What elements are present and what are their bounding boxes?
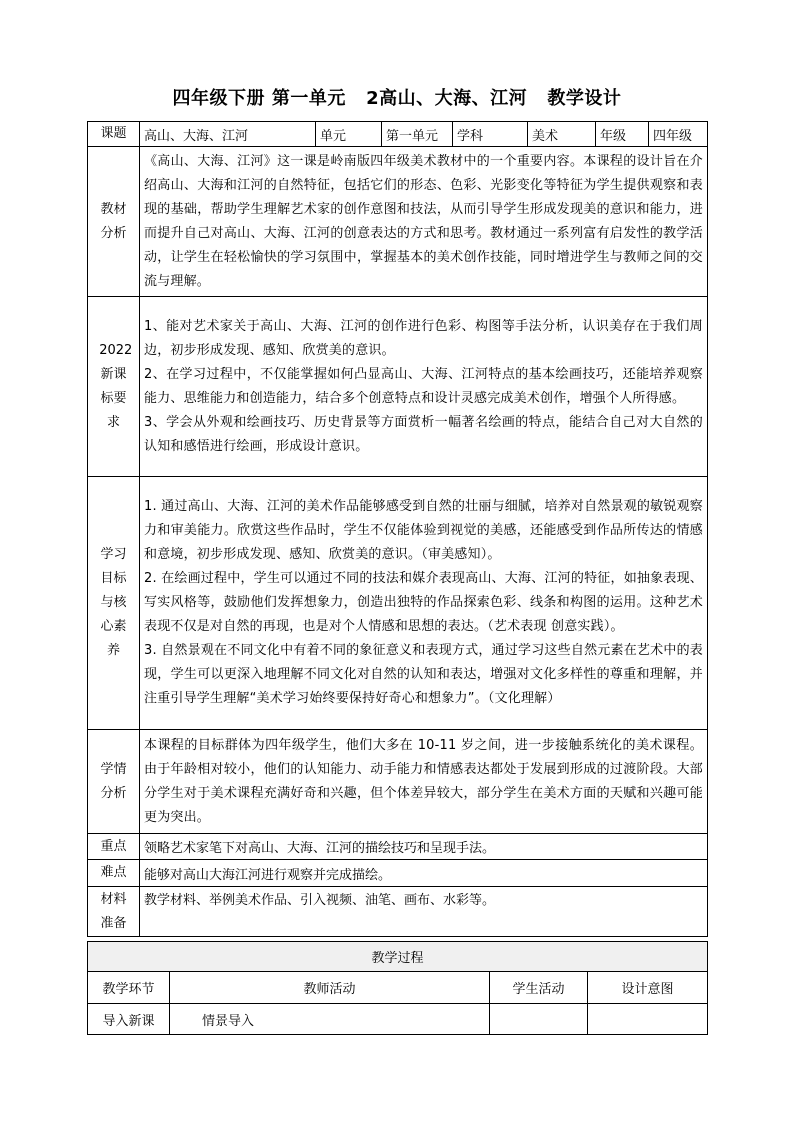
row-intent [588,1004,708,1035]
process-table [87,941,708,1035]
col-teacher: 教师活动 [170,972,490,1004]
material-label: 教材分析 [88,147,140,297]
standard-label: 2022新课标要求 [88,297,140,477]
col-intent: 设计意图 [588,972,708,1004]
page-title: 四年级下册 第一单元 2高山、大海、江河 教学设计 [172,88,622,109]
row-student [490,1004,588,1035]
standard-item: 1、能对艺术家关于高山、大海、江河的创作进行色彩、构图等手法分析，认识美存在于我们周边，初步形成发现、感知、欣赏美的意识。 [144,318,703,358]
col-student: 学生活动 [490,972,588,1004]
grade-label: 年级 [596,122,649,147]
learners-row [88,730,708,834]
info-row [88,122,708,147]
row-stage: 导入新课 [88,1004,170,1035]
prep-text: 教学材料、举例美术作品、引入视频、油笔、画布、水彩等。 [140,887,708,937]
prep-row [88,887,708,937]
topic-label: 课题 [88,122,140,147]
learners-text: 本课程的目标群体为四年级学生，他们大多在 10-11 岁之间，进一步接触系统化的美术课程。由于年龄相对较小，他们的认知能力、动手能力和情感表达都处于发展到形成的过渡阶段。大部分学生对于美术课程充满好奇和兴趣，但个体差异较大，部分学生在美术方面的天赋和兴趣可能更为突出。 [140,730,708,834]
material-row [88,147,708,297]
key-text: 领略艺术家笔下对高山、大海、江河的描绘技巧和呈现手法。 [140,834,708,860]
goals-text [140,477,708,730]
table-row [88,1004,708,1035]
learners-label: 学情分析 [88,730,140,834]
subject-label: 学科 [453,122,528,147]
grade-value: 四年级 [649,122,708,147]
standard-row [88,297,708,477]
key-row [88,834,708,860]
difficulty-label: 难点 [88,860,140,887]
process-heading-row [88,942,708,972]
row-teacher: 情景导入 [170,1004,490,1035]
key-label: 重点 [88,834,140,860]
standard-item: 2、在学习过程中，不仅能掌握如何凸显高山、大海、江河特点的基本绘画技巧，还能培养观察能力、思维能力和创造能力，结合多个创意特点和设计灵感完成美术创作，增强个人所得感。 [144,366,703,406]
standard-item: 3、学会从外观和绘画技巧、历史背景等方面赏析一幅著名绘画的特点，能结合自己对大自然的认知和感悟进行绘画，形成设计意识。 [144,414,703,454]
topic-value: 高山、大海、江河 [140,122,316,147]
difficulty-row [88,860,708,887]
material-text: 《高山、大海、江河》这一课是岭南版四年级美术教材中的一个重要内容。本课程的设计旨在介绍高山、大海和江河的自然特征，包括它们的形态、色彩、光影变化等特征为学生提供观察和表现的基础，帮助学生理解艺术家的创作意图和技法，从而引导学生形成发现美的意识和能力，进而提升自己对高山、大海、江河的创意表达的方式和思考。教材通过一系列富有启发性的教学活动，让学生在轻松愉快的学习氛围中，掌握基本的美术创作技能，同时增进学生与教师之间的交流与理解。 [140,147,708,297]
standard-text [140,297,708,477]
process-heading: 教学过程 [88,942,708,972]
prep-label: 材料准备 [88,887,140,937]
goals-label: 学习目标与核心素养 [88,477,140,730]
goal-item: 3. 自然景观在不同文化中有着不同的象征意义和表现方式，通过学习这些自然元素在艺术中的表现，学生可以更深入地理解不同文化对自然的认知和表达，增强对文化多样性的尊重和理解，并注重引导学生理解“美术学习始终要保持好奇心和想象力”。（文化理解） [144,643,703,706]
unit-label: 单元 [316,122,382,147]
goals-row [88,477,708,730]
lesson-info-table [87,121,708,937]
goal-item: 1. 通过高山、大海、江河的美术作品能够感受到自然的壮丽与细腻，培养对自然景观的敏锐观察力和审美能力。欣赏这些作品时，学生不仅能体验到视觉的美感，还能感受到作品所传达的情感和意境，初步形成发现、感知、欣赏美的意识。（审美感知）。 [144,499,703,562]
subject-value: 美术 [528,122,596,147]
goal-item: 2. 在绘画过程中，学生可以通过不同的技法和媒介表现高山、大海、江河的特征，如抽象表现、写实风格等，鼓励他们发挥想象力，创造出独特的作品探索色彩、线条和构图的运用。这种艺术表现不仅是对自然的再现，也是对个人情感和思想的表达。（艺术表现 创意实践）。 [144,571,703,634]
col-stage: 教学环节 [88,972,170,1004]
unit-value: 第一单元 [382,122,453,147]
difficulty-text: 能够对高山大海江河进行观察并完成描绘。 [140,860,708,887]
process-columns-row [88,972,708,1004]
